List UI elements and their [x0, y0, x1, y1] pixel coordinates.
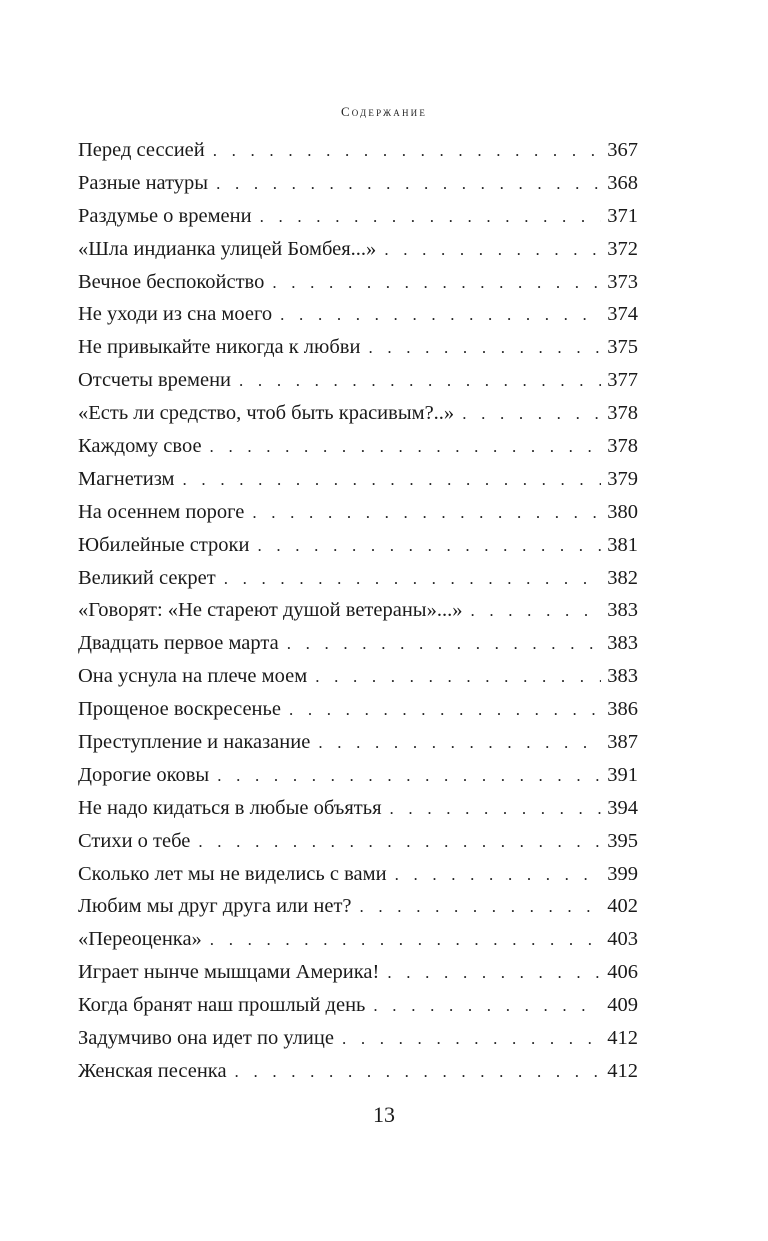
toc-entry	[78, 397, 638, 430]
toc-entry	[78, 364, 638, 397]
toc-leader-dots	[183, 464, 602, 496]
toc-entry-title: Великий секрет	[78, 566, 216, 589]
toc-entry-page: 380	[607, 500, 638, 523]
toc-entry-title: Вечное беспокойство	[78, 270, 265, 293]
toc-entry-title: Перед сессией	[78, 139, 205, 161]
toc-leader-dots	[217, 760, 601, 792]
toc-entry-page: 406	[607, 961, 638, 984]
toc-entry-page: 394	[607, 796, 638, 819]
toc-leader-dots	[318, 727, 601, 759]
toc-leader-dots	[224, 563, 602, 595]
toc-entry-title: Раздумье о времени	[78, 204, 252, 227]
toc-entry	[78, 167, 638, 200]
toc-entry	[78, 660, 638, 693]
toc-entry-page: 379	[607, 467, 638, 490]
toc-entry	[78, 825, 638, 858]
toc-entry-title: Когда бранят наш прошлый день	[78, 994, 366, 1017]
toc-entry-page: 403	[607, 928, 638, 951]
toc-entry-title: Задумчиво она идет по улице	[78, 1027, 334, 1050]
toc-entry-page: 409	[607, 994, 638, 1017]
running-header: Содержание	[340, 104, 428, 119]
toc-leader-dots	[287, 628, 602, 660]
toc-entry	[78, 529, 638, 562]
toc-entry-title: Играет нынче мышцами Америка!	[78, 961, 380, 984]
toc-leader-dots	[462, 398, 601, 430]
toc-entry-title: Женская песенка	[78, 1059, 227, 1082]
toc-leader-dots	[470, 595, 601, 627]
toc-entry-title: Не уходи из сна моего	[78, 303, 273, 326]
toc-entry-page: 395	[607, 829, 638, 852]
toc-leader-dots	[239, 365, 601, 397]
toc-entry	[78, 496, 638, 529]
page-number: 13	[373, 1102, 395, 1127]
toc-leader-dots	[373, 990, 601, 1022]
toc-entry-page: 372	[607, 237, 638, 260]
toc-entry	[78, 923, 638, 956]
toc-entry-page: 371	[607, 204, 638, 227]
toc-entry-title: На осеннем пороге	[78, 500, 245, 523]
toc-entry-title: Дорогие оковы	[78, 763, 210, 786]
toc-entry-title: Разные натуры	[78, 171, 209, 194]
toc-entry-page: 412	[607, 1059, 638, 1082]
toc-entry	[78, 759, 638, 792]
toc-entry	[78, 956, 638, 989]
toc-entry-page: 382	[607, 566, 638, 589]
toc-entry-title: «Есть ли средство, чтоб быть красивым?..»	[78, 402, 455, 425]
toc-leader-dots	[257, 530, 601, 562]
toc-entry-page: 383	[607, 599, 638, 622]
toc-entry	[78, 200, 638, 233]
toc-leader-dots	[280, 299, 601, 331]
toc-entry-page: 402	[607, 895, 638, 918]
toc-entry-title: Стихи о тебе	[78, 829, 191, 852]
toc-entry-title: «Шла индианка улицей Бомбея...»	[78, 237, 377, 260]
toc-leader-dots	[210, 924, 601, 956]
toc-leader-dots	[216, 168, 601, 200]
toc-entry-page: 381	[607, 533, 638, 556]
toc-entry-page: 387	[607, 731, 638, 754]
toc-entry-page: 377	[607, 369, 638, 392]
toc-entry-page: 391	[607, 763, 638, 786]
toc-entry-title: Отсчеты времени	[78, 369, 232, 392]
toc-leader-dots	[198, 826, 601, 858]
toc-entry	[78, 627, 638, 660]
toc-entry	[78, 430, 638, 463]
toc-entry	[78, 693, 638, 726]
toc-entry	[78, 134, 638, 167]
toc-leader-dots	[315, 661, 601, 693]
toc-leader-dots	[252, 497, 601, 529]
toc-leader-dots	[210, 431, 602, 463]
toc-leader-dots	[260, 201, 602, 233]
table-of-contents	[78, 134, 638, 1088]
toc-entry-title: Каждому свое	[78, 435, 202, 458]
toc-entry-page: 368	[607, 171, 638, 194]
toc-entry-page: 399	[607, 862, 638, 885]
toc-entry	[78, 562, 638, 595]
toc-entry	[78, 858, 638, 891]
toc-entry	[78, 792, 638, 825]
toc-entry	[78, 233, 638, 266]
toc-leader-dots	[235, 1056, 602, 1088]
toc-entry-page: 386	[607, 698, 638, 721]
toc-entry-title: Юбилейные строки	[78, 533, 250, 556]
toc-leader-dots	[390, 793, 602, 825]
toc-entry	[78, 726, 638, 759]
toc-leader-dots	[384, 234, 601, 266]
toc-entry-page: 378	[607, 402, 638, 425]
toc-entry	[78, 890, 638, 923]
toc-entry	[78, 331, 638, 364]
toc-entry-page: 412	[607, 1027, 638, 1050]
toc-leader-dots	[342, 1023, 601, 1055]
toc-leader-dots	[360, 891, 602, 923]
toc-entry	[78, 298, 638, 331]
toc-entry	[78, 989, 638, 1022]
toc-entry-page: 375	[607, 336, 638, 359]
toc-leader-dots	[213, 135, 602, 167]
toc-entry-title: Она уснула на плече моем	[78, 665, 308, 688]
toc-entry-title: Магнетизм	[78, 467, 175, 490]
toc-entry-page: 367	[607, 139, 638, 161]
toc-entry	[78, 1022, 638, 1055]
toc-entry-title: Любим мы друг друга или нет?	[78, 895, 352, 918]
toc-entry	[78, 594, 638, 627]
toc-entry	[78, 463, 638, 496]
toc-entry-page: 373	[607, 270, 638, 293]
toc-entry-page: 383	[607, 665, 638, 688]
toc-leader-dots	[395, 859, 602, 891]
toc-entry-page: 383	[607, 632, 638, 655]
toc-entry	[78, 1055, 638, 1088]
toc-entry-title: Двадцать первое марта	[78, 632, 279, 655]
toc-entry-page: 374	[607, 303, 638, 326]
toc-leader-dots	[368, 332, 601, 364]
toc-entry-title: «Переоценка»	[78, 928, 202, 951]
toc-leader-dots	[272, 267, 601, 299]
toc-leader-dots	[387, 957, 601, 989]
toc-entry-title: Прощеное воскресенье	[78, 698, 281, 721]
toc-entry-title: «Говорят: «Не стареют душой ветераны»...»	[78, 599, 463, 622]
toc-entry-title: Преступление и наказание	[78, 731, 311, 754]
toc-leader-dots	[289, 694, 601, 726]
toc-entry-title: Не привыкайте никогда к любви	[78, 336, 361, 359]
toc-entry-title: Сколько лет мы не виделись с вами	[78, 862, 387, 885]
toc-entry	[78, 266, 638, 299]
toc-entry-title: Не надо кидаться в любые объятья	[78, 796, 382, 819]
toc-entry-page: 378	[607, 435, 638, 458]
